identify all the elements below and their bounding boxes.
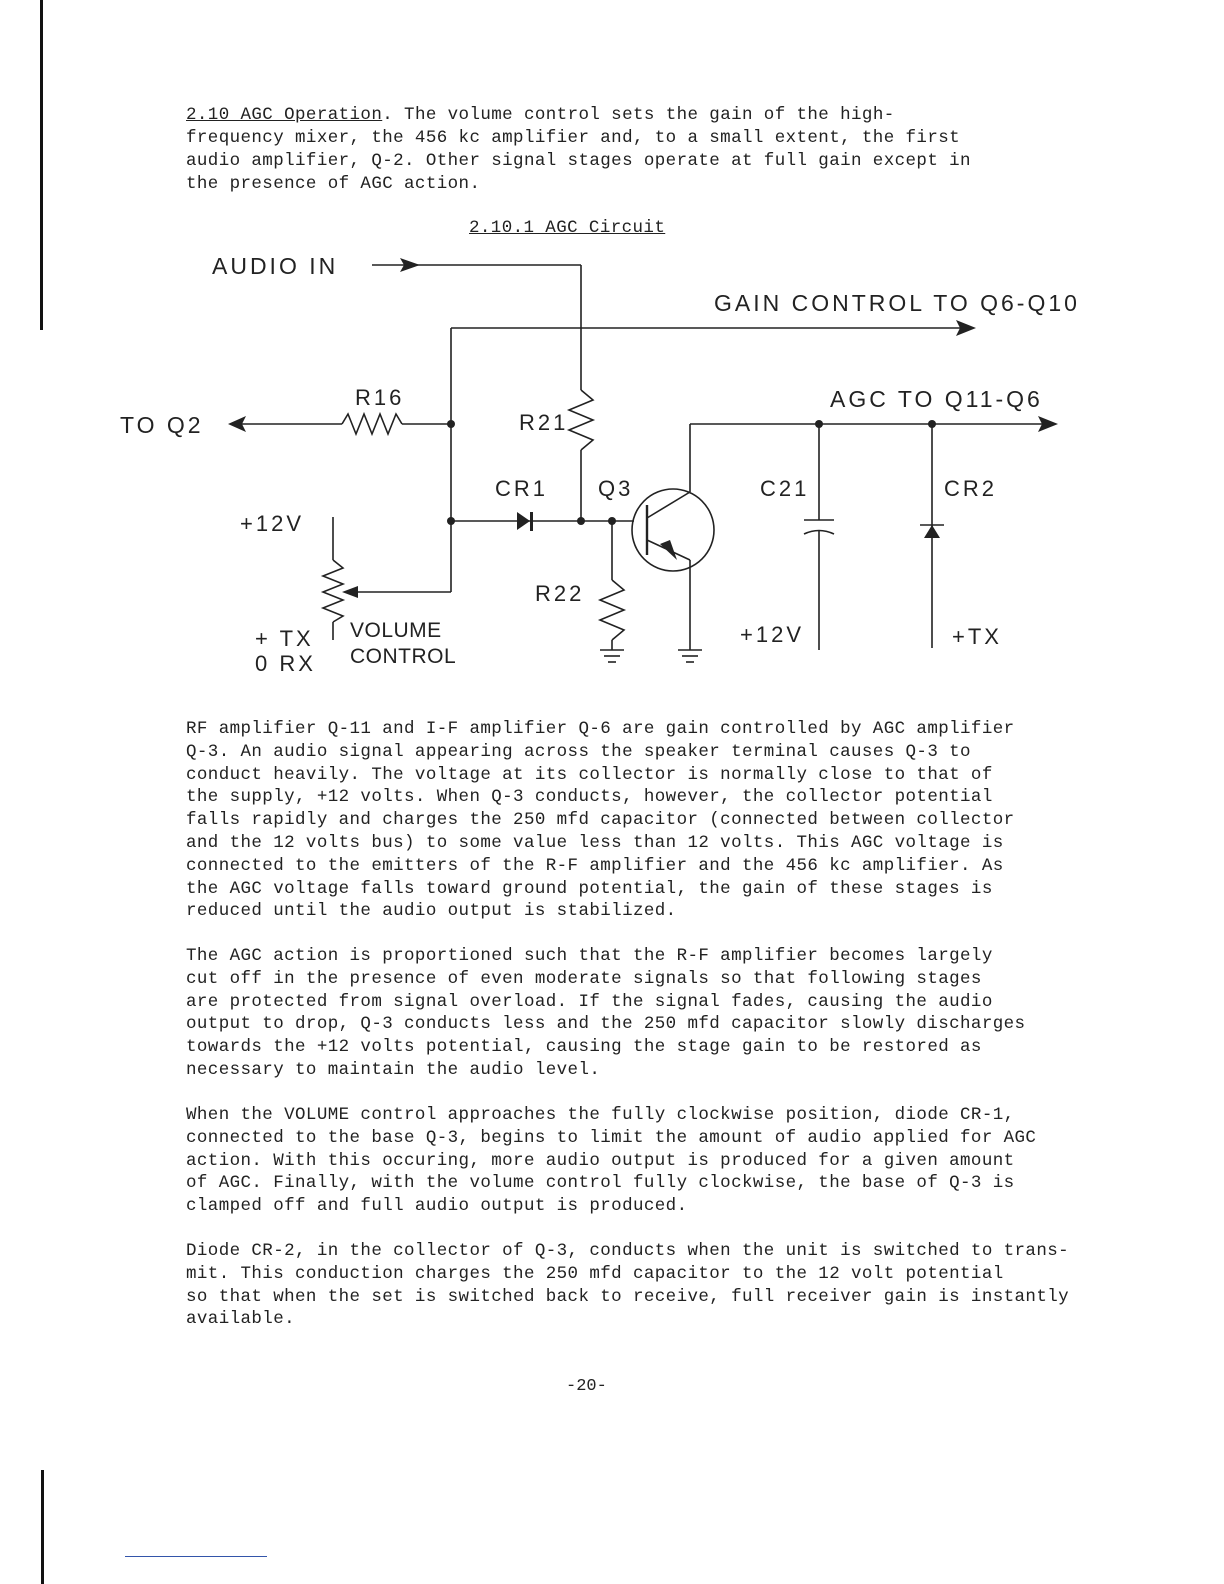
agc-output-label: AGC TO Q11-Q6 (830, 386, 1043, 412)
paragraph-diode-cr2: Diode CR-2, in the collector of Q-3, conducts when the unit is switched to trans- mit. This conduction charges the 250 mfd capacitor to the 12 volt potential so that when the set is switched back to receive, full receiver gain is instantly available. (186, 1241, 1070, 1330)
r22-label: R22 (535, 581, 585, 606)
cr2-label: CR2 (944, 476, 998, 501)
control-label: CONTROL (350, 645, 457, 668)
r21-label: R21 (519, 410, 569, 435)
page-number: -20- (566, 1377, 607, 1396)
gain-control-label: GAIN CONTROL TO Q6-Q10 (714, 290, 1080, 316)
intro-paragraph: 2.10 AGC Operation. The volume control sets the gain of the high- frequency mixer, the 456 kc amplifier and, to a small extent, the first audio amplifier, Q-2. Other signal stages operate at full gain except in the presence of AGC action. (186, 105, 971, 194)
plus-tx-cr2-label: +TX (952, 624, 1002, 649)
q3-label: Q3 (598, 476, 634, 501)
footer-rule (125, 1556, 267, 1557)
volume-label: VOLUME (350, 619, 442, 642)
c21-label: C21 (760, 476, 810, 501)
plus-12v-left-label: +12V (240, 511, 304, 536)
audio-in-label: AUDIO IN (212, 253, 339, 279)
paragraph-volume-control: When the VOLUME control approaches the fully clockwise position, diode CR-1, connected to the base Q-3, begins to limit the amount of audio applied for AGC action. With this occuring, more audio output is produced for a given amount of AGC. Finally, with the volume control fully clockwise, the base of Q-3 is clamped off and full audio output is produced. (186, 1105, 1037, 1217)
to-q2-label: TO Q2 (120, 412, 204, 438)
agc-circuit-diagram (0, 0, 1224, 700)
intro-text: The volume control sets the gain of the high- frequency mixer, the 456 kc amplifier and, to a small extent, the first audio amplifier, Q-2. Other signal stages operate at full gain except in the presence of AGC action. (186, 105, 971, 194)
paragraph-agc-operation: RF amplifier Q-11 and I-F amplifier Q-6 are gain controlled by AGC amplifier Q-3. An audio signal appearing across the speaker terminal causes Q-3 to conduct heavily. The voltage at its collector is normally close to that of the supply, +12 volts. When Q-3 conducts, however, the collector potential falls rapidly and charges the 250 mfd capacitor (connected between collector and the 12 volts bus) to some value less than 12 volts. This AGC voltage is connected to the emitters of the R-F amplifier and the 456 kc amplifier. As the AGC voltage falls toward ground potential, the gain of these stages is reduced until the audio output is stabilized. (186, 719, 1015, 922)
cr1-label: CR1 (495, 476, 549, 501)
paragraph-agc-proportion: The AGC action is proportioned such that the R-F amplifier becomes largely cut off in the presence of even moderate signals so that following stages are protected from signal overload. If the signal fades, causing the audio output to drop, Q-3 conducts less and the 250 mfd capacitor slowly discharges towards the +12 volts potential, causing the stage gain to be restored as necessary to maintain the audio level. (186, 946, 1026, 1080)
plus-12v-c21-label: +12V (740, 622, 804, 647)
circuit-subheading: 2.10.1 AGC Circuit (469, 218, 666, 238)
section-heading: 2.10 AGC Operation (186, 105, 383, 125)
r16-label: R16 (355, 385, 405, 410)
plus-tx-label: + TX (255, 626, 314, 651)
zero-rx-label: 0 RX (255, 651, 316, 676)
